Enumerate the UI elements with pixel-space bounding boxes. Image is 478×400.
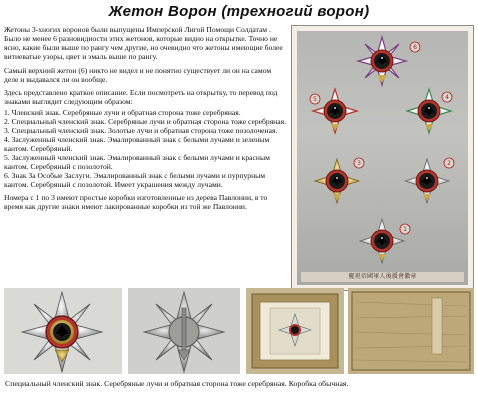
badge-number: 3 — [357, 160, 361, 167]
postcard-paragraph: Здесь представлено краткое описание. Если посмотреть на открытку, то перевод под знаками выглядит следующим образом: — [4, 88, 278, 107]
list-item: 4. Заслуженный членский знак. Эмалированный знак с белыми лучами и зеленым кантом. Серебряный. — [4, 134, 270, 153]
box-image — [246, 288, 344, 374]
description-text — [4, 26, 286, 217]
box-note-paragraph: Номера с 1 по 3 имеют простые коробки изготовленные из дерева Павлонии, в то время как другие знаки имеют лакированные коробки из той же Павлонии. — [4, 193, 268, 212]
badge-number: 2 — [447, 160, 451, 167]
page-title: Жетон Ворон (трехногий ворон) — [108, 3, 370, 20]
badge-front-photo — [4, 288, 122, 374]
badge-3-image — [315, 159, 359, 203]
badge-6-image — [358, 37, 406, 85]
photo-caption: Специальный членский знак. Серебряные лучи и обратная сторона тоже серебряная. Коробка обычная. — [5, 379, 349, 388]
badge-number: 5 — [313, 96, 317, 103]
badge-reverse-photo — [128, 288, 240, 374]
badge-front-image — [4, 288, 122, 374]
postcard-badges — [297, 31, 468, 271]
list-item: 2. Специальный членский знак. Серебряные лучи и обратная сторона тоже серебряная. — [4, 117, 287, 127]
list-item: 1. Членский знак. Серебряные лучи и обратная сторона тоже серебряная. — [4, 108, 241, 118]
badge-2-image — [405, 159, 449, 203]
postcard-image — [291, 25, 474, 291]
list-item: 3. Специальный членский знак. Золотые лучи и обратная сторона тоже позолоченая. — [4, 126, 278, 136]
badge-reverse-image — [128, 288, 240, 374]
top-badge-paragraph: Самый верхний жетон (6) никто не видел и не понятно существует ли он на самом деле и выдавался ли он вообще. — [4, 65, 272, 84]
badge-5-image — [313, 89, 357, 133]
list-item: 5. Заслуженный членский знак. Эмалированный знак с белыми лучами и красным кантом. Серебряный с позолотой. — [4, 152, 270, 171]
badge-number: 6 — [413, 44, 417, 51]
postcard-background — [297, 31, 468, 285]
badge-1-image — [360, 219, 404, 263]
badge-number: 4 — [445, 94, 449, 101]
box-lid-photo — [348, 288, 474, 374]
box-photo — [246, 288, 344, 374]
badge-number: 1 — [403, 226, 407, 233]
intro-paragraph: Жетоны 3-хногих воронов были выпущены Имперской Лигой Помощи Солдатам . Было не менее 6 разновидности этих жетонов, которые видно на открытке. Точно не ясно, какие были выше по рангу чем другие, но очевидно что жетоны имеющие более витиеватые узоры, цвет и эмаль выше по рангу. — [4, 25, 283, 61]
box-lid-image — [348, 288, 474, 374]
list-item: 6. Знак За Особые Заслуги. Эмалированный знак с белыми лучами и пурпурным кантом. Серебряный с позолотой. Имеет украшения между лучами. — [4, 170, 266, 189]
postcard-heading: 慶祝帝國軍人後援會徽章 — [301, 272, 464, 282]
badge-list — [4, 109, 286, 189]
